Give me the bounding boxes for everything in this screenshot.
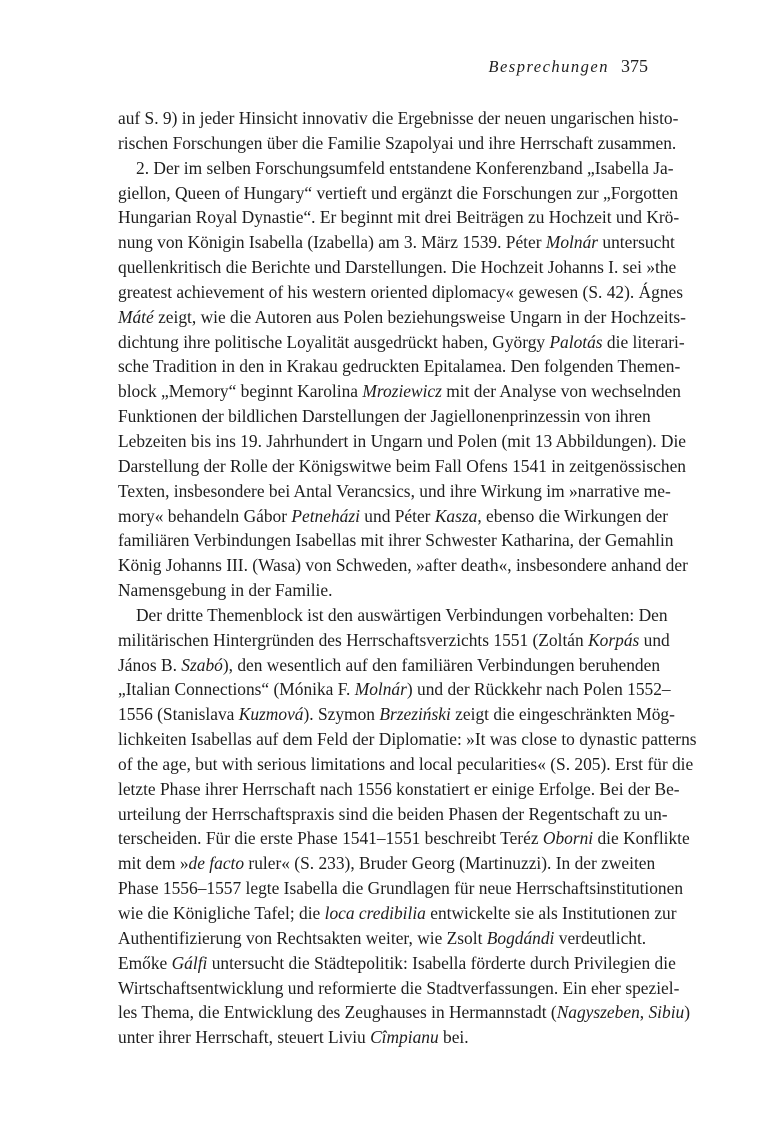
text-run: zeigt, wie die Autoren aus Polen beziehungsweise Ungarn in der Hochzeits-	[153, 306, 686, 327]
text-line	[118, 777, 680, 802]
text-run: Darstellung der Rolle der Königswitwe beim Fall Ofens 1541 in zeitgenössischen	[118, 455, 686, 476]
text-line	[118, 205, 680, 230]
text-run: verdeutlicht.	[554, 927, 647, 948]
text-run: Namensgebung in der Familie.	[118, 580, 333, 601]
text-run: wie die Königliche Tafel; die	[118, 903, 325, 923]
text-run: of the age, but with serious limitations and local pecularities« (S. 205). Erst für die	[118, 753, 694, 774]
text-run: auf S. 9) in jeder Hinsicht innovativ die Ergebnisse der neuen ungarischen histo-	[118, 108, 679, 128]
text-run: rischen Forschungen über die Familie Szapolyai und ihre Herrschaft zusammen.	[118, 132, 677, 153]
text-line	[118, 504, 669, 529]
text-line	[118, 851, 656, 876]
italic-name: Korpás	[588, 629, 640, 650]
paragraph	[118, 106, 679, 156]
text-line	[118, 454, 686, 479]
text-line	[118, 752, 694, 777]
text-run: Der dritte Themenblock ist den auswärtigen Verbindungen vorbehalten: Den	[136, 604, 668, 625]
italic-name: Máté	[118, 306, 154, 327]
text-line	[118, 677, 671, 702]
text-line	[118, 901, 677, 926]
text-run: greatest achievement of his western oriented diplomacy« gewesen (S. 42). Ágnes	[118, 281, 684, 302]
paragraph	[118, 603, 697, 1050]
text-run: mory« behandeln Gábor	[118, 505, 292, 526]
text-run: Hungarian Royal Dynastie“. Er beginnt mit drei Beiträgen zu Hochzeit und Krö-	[118, 207, 680, 228]
text-run: unter ihrer Herrschaft, steuert Liviu	[118, 1027, 371, 1048]
text-run: untersucht die Städtepolitik: Isabella förderte durch Privilegien die	[207, 952, 676, 973]
italic-name: Oborni	[542, 828, 594, 849]
text-run: und Péter	[359, 505, 435, 526]
text-line	[118, 578, 646, 603]
text-run: block „Memory“ beginnt Karolina	[118, 381, 363, 402]
text-run: ,	[639, 1002, 649, 1023]
text-run: lichkeiten Isabellas auf dem Feld der Diplomatie: »It was close to dynastic patterns	[118, 729, 697, 750]
text-run: entwickelte sie als Institutionen zur	[425, 903, 677, 923]
text-line	[118, 404, 651, 429]
text-run: ). Szymon	[303, 704, 380, 725]
italic-name: Palotás	[549, 331, 603, 352]
text-line	[118, 926, 646, 951]
text-run: 2. Der im selben Forschungsumfeld entstandene Konferenzband „Isabella Ja-	[136, 157, 674, 178]
text-run: nung von Königin Isabella (Izabella) am 3. März 1539. Péter	[118, 232, 546, 253]
text-run: János B.	[118, 654, 182, 675]
text-run: )	[684, 1002, 691, 1023]
text-line	[118, 1000, 691, 1025]
text-run: Authentifizierung von Rechtsakten weiter, wie Zsolt	[118, 927, 487, 948]
text-run: militärischen Hintergründen des Herrschaftsverzichts 1551 (Zoltán	[118, 629, 589, 650]
text-run: die literari-	[602, 331, 685, 352]
text-line	[118, 181, 679, 206]
text-line	[118, 305, 686, 330]
text-line	[118, 1025, 646, 1050]
text-line	[118, 603, 668, 628]
italic-name: Molnár	[545, 232, 599, 253]
italic-name: Petneházi	[291, 505, 360, 526]
text-run: sche Tradition in den in Krakau gedruckten Epitalamea. Den folgenden Themen-	[118, 356, 681, 377]
text-line	[118, 727, 697, 752]
italic-name: Molnár	[354, 679, 407, 700]
text-line	[118, 479, 671, 504]
text-run: bei.	[438, 1027, 469, 1048]
text-line	[118, 330, 685, 355]
italic-name: Gálfi	[171, 952, 208, 973]
text-run: mit dem »	[118, 853, 189, 874]
text-line	[118, 131, 677, 156]
text-run: Wirtschaftsentwicklung und reformierte die Stadtverfassungen. Ein eher speziel-	[118, 977, 680, 998]
text-line	[118, 280, 684, 305]
text-run: familiären Verbindungen Isabellas mit ihrer Schwester Katharina, der Gemahlin	[118, 530, 674, 551]
text-line	[118, 702, 675, 727]
italic-name: Nagyszeben	[556, 1002, 640, 1023]
text-run: Emőke	[118, 952, 172, 973]
italic-name: Sibiu	[648, 1002, 685, 1023]
body-text	[118, 106, 697, 1050]
text-run: 1556 (Stanislava	[118, 704, 239, 725]
text-run: und	[639, 629, 670, 650]
text-run: les Thema, die Entwicklung des Zeughauses in Hermannstadt (	[118, 1002, 557, 1023]
text-line	[118, 230, 675, 255]
text-run: „Italian Connections“ (Mónika F.	[118, 679, 355, 700]
text-line	[118, 528, 674, 553]
text-line	[118, 976, 680, 1001]
text-line	[118, 156, 674, 181]
text-line	[118, 628, 670, 653]
italic-name: Bogdándi	[486, 927, 555, 948]
text-run: , ebenso die Wirkungen der	[477, 505, 669, 526]
text-run: letzte Phase ihrer Herrschaft nach 1556 konstatiert er einige Erfolge. Bei der Be-	[118, 778, 680, 799]
text-line	[118, 876, 684, 901]
text-line	[118, 354, 681, 379]
text-run: Texten, insbesondere bei Antal Verancsics, und ihre Wirkung im »narrative me-	[118, 480, 671, 501]
text-run: terscheiden. Für die erste Phase 1541–1551 beschreibt Teréz	[118, 828, 543, 849]
text-line	[118, 106, 679, 131]
text-run: Lebzeiten bis ins 19. Jahrhundert in Ungarn und Polen (mit 13 Abbildungen). Die	[118, 430, 686, 451]
text-run: ruler« (S. 233), Bruder Georg (Martinuzzi). In der zweiten	[244, 853, 656, 874]
text-run: mit der Analyse von wechselnden	[441, 381, 681, 402]
italic-name: loca credibilia	[324, 903, 426, 923]
text-line	[118, 379, 681, 404]
text-line	[118, 951, 676, 976]
italic-name: Cîmpianu	[370, 1027, 439, 1048]
paragraph	[118, 156, 688, 603]
text-run: zeigt die eingeschränkten Mög-	[450, 704, 675, 725]
text-run: die Konflikte	[593, 828, 690, 849]
text-run: giellon, Queen of Hungary“ vertieft und ergänzt die Forschungen zur „Forgotten	[118, 182, 679, 203]
text-line	[118, 429, 686, 454]
text-run: untersucht	[598, 232, 675, 253]
text-run: Funktionen der bildlichen Darstellungen der Jagiellonenprinzessin von ihren	[118, 406, 651, 427]
text-run: dichtung ihre politische Loyalität ausgedrückt haben, György	[118, 331, 550, 352]
italic-name: Kuzmová	[238, 704, 304, 725]
text-line	[118, 826, 690, 851]
text-line	[118, 553, 688, 578]
text-line	[118, 653, 661, 678]
italic-name: Szabó	[181, 654, 223, 675]
text-run: König Johanns III. (Wasa) von Schweden, »after death«, insbesondere anhand der	[118, 555, 688, 576]
italic-name: Kasza	[434, 505, 478, 526]
italic-name: Mroziewicz	[362, 381, 442, 402]
text-run: ) und der Rückkehr nach Polen 1552–	[406, 679, 671, 700]
page-number: 375	[621, 56, 648, 76]
text-line	[118, 802, 668, 827]
running-head	[118, 56, 648, 86]
text-run: Phase 1556–1557 legte Isabella die Grundlagen für neue Herrschaftsinstitutionen	[118, 878, 684, 899]
text-run: quellenkritisch die Berichte und Darstellungen. Die Hochzeit Johanns I. sei »the	[118, 257, 677, 278]
running-title: Besprechungen	[488, 57, 609, 76]
text-line	[118, 255, 677, 280]
text-run: ), den wesentlich auf den familiären Verbindungen beruhenden	[222, 654, 661, 675]
italic-name: Brzeziński	[379, 704, 451, 725]
italic-name: de facto	[188, 853, 245, 874]
text-run: urteilung der Herrschaftspraxis sind die beiden Phasen der Regentschaft zu un-	[118, 803, 668, 824]
